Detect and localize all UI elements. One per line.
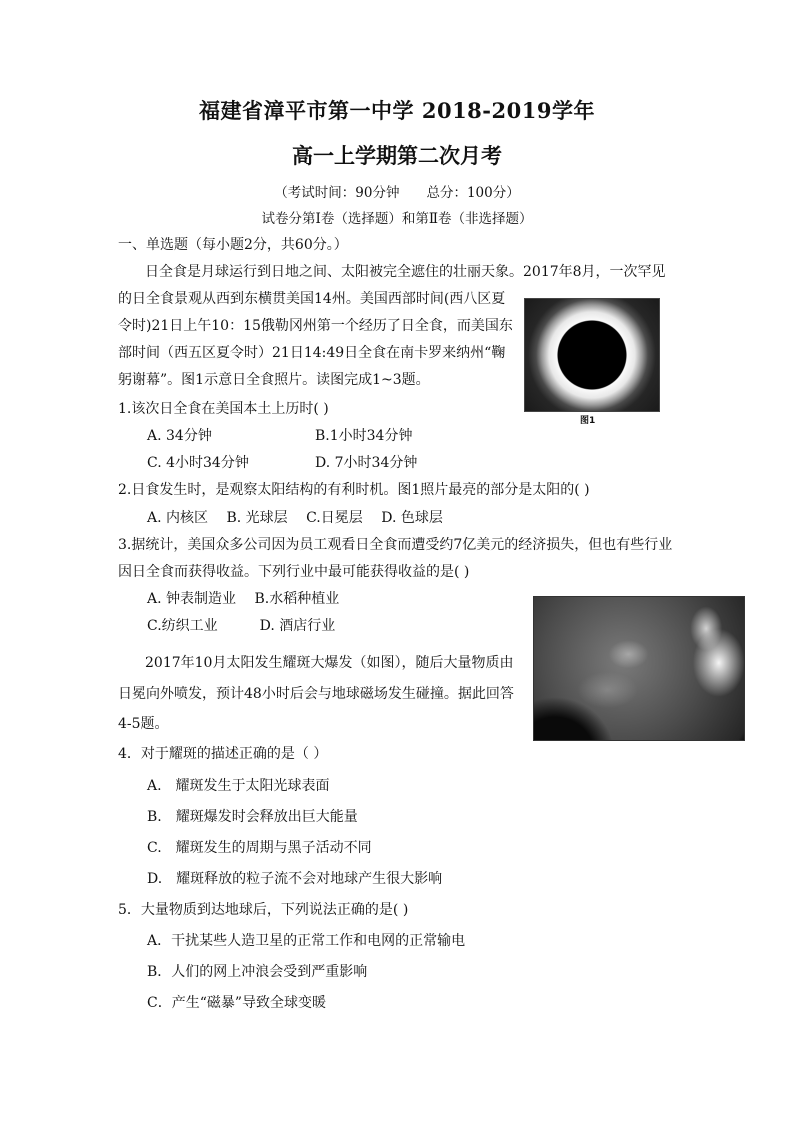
- question-1-option-a: A. 34分钟: [147, 428, 212, 444]
- question-2-stem: 2.日食发生时，是观察太阳结构的有利时机。图1照片最亮的部分是太阳的( ): [118, 482, 590, 498]
- question-5-option-b: B．人们的网上冲浪会受到严重影响: [147, 964, 368, 980]
- question-2-options: A. 内核区 B. 光球层 C.日冕层 D. 色球层: [147, 510, 443, 526]
- exam-time-score: （考试时间：90分钟 总分：100分）: [274, 185, 520, 201]
- question-4-option-c: C. 耀斑发生的周期与黑子活动不同: [147, 840, 372, 856]
- question-1-option-d: D. 7小时34分钟: [315, 455, 418, 471]
- question-1-option-b: B.1小时34分钟: [315, 428, 413, 444]
- passage2-line: 日冕向外喷发，预计48小时后会与地球磁场发生碰撞。据此回答: [118, 686, 514, 702]
- passage2-line: 4-5题。: [118, 716, 169, 732]
- question-1-option-c: C. 4小时34分钟: [147, 455, 249, 471]
- exam-paper-parts: 试卷分第Ⅰ卷（选择题）和第Ⅱ卷（非选择题）: [261, 211, 533, 227]
- question-5-option-c: C．产生“磁暴”导致全球变暖: [147, 995, 327, 1011]
- question-5-stem: 5．大量物质到达地球后，下列说法正确的是( ): [118, 902, 409, 918]
- exam-title-school: 福建省漳平市第一中学 2018-2019学年: [199, 98, 595, 123]
- question-4-option-a: A. 耀斑发生于太阳光球表面: [147, 778, 330, 794]
- solar-eclipse-photo: [524, 298, 660, 412]
- passage1-line: 的日全食景观从西到东横贯美国14州。美国西部时间(西八区夏: [118, 291, 506, 307]
- question-4-stem: 4．对于耀斑的描述正确的是（ ）: [118, 746, 328, 762]
- question-3-stem: 3.据统计，美国众多公司因为员工观看日全食而遭受约7亿美元的经济损失，但也有些行业: [118, 537, 673, 553]
- exam-title-exam: 高一上学期第二次月考: [292, 143, 502, 168]
- solar-flare-photo: [533, 596, 745, 741]
- passage2-line: 2017年10月太阳发生耀斑大爆发（如图），随后大量物质由: [145, 655, 514, 671]
- passage1-line: 部时间（西五区夏令时）21日14:49日全食在南卡罗来纳州“鞠: [118, 345, 506, 361]
- question-3-stem: 因日全食而获得收益。下列行业中最可能获得收益的是( ): [118, 564, 470, 580]
- section-heading: 一、单选题（每小题2分，共60分。）: [118, 237, 348, 253]
- passage1-line: 令时)21日上午10：15俄勒冈州第一个经历了日全食，而美国东: [118, 318, 513, 334]
- figure-1-caption: 图1: [580, 416, 596, 426]
- question-4-option-d: D. 耀斑释放的粒子流不会对地球产生很大影响: [147, 871, 443, 887]
- question-4-option-b: B. 耀斑爆发时会释放出巨大能量: [147, 809, 358, 825]
- passage1-line: 躬谢幕”。图1示意日全食照片。读图完成1~3题。: [118, 372, 430, 388]
- passage1-line: 日全食是月球运行到日地之间、太阳被完全遮住的壮丽天象。2017年8月，一次罕见: [145, 264, 666, 280]
- question-3-options: C.纺织工业 D. 酒店行业: [147, 618, 336, 634]
- question-1-stem: 1.该次日全食在美国本土上历时( ): [118, 401, 329, 417]
- question-5-option-a: A．干扰某些人造卫星的正常工作和电网的正常输电: [147, 933, 466, 949]
- question-3-options: A. 钟表制造业 B.水稻种植业: [147, 591, 340, 607]
